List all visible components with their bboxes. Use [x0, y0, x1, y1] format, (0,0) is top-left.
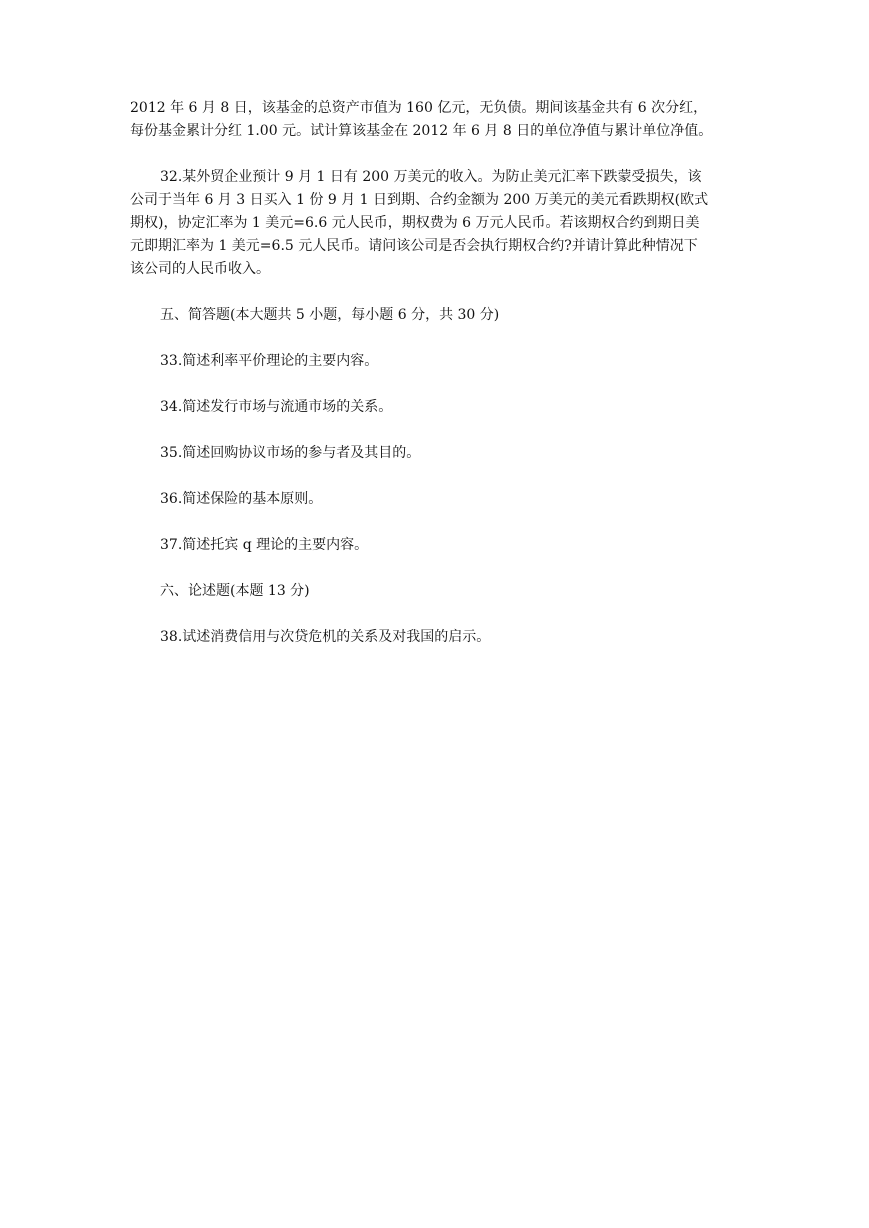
text-line: 该公司的人民币收入。: [130, 261, 270, 277]
text-line: 元即期汇率为 1 美元=6.5 元人民币。请问该公司是否会执行期权合约?并请计算此种情况下: [130, 238, 698, 254]
question-34: [130, 396, 740, 419]
question-36: [130, 488, 740, 511]
document-body: [130, 97, 740, 672]
text-line: 33.简述利率平价理论的主要内容。: [160, 353, 379, 369]
text-line: 34.简述发行市场与流通市场的关系。: [160, 399, 393, 415]
text-line: 公司于当年 6 月 3 日买入 1 份 9 月 1 日到期、合约金额为 200 万美元的美元看跌期权(欧式: [130, 192, 709, 208]
section-heading-short-answer: [130, 304, 740, 327]
question-35: [130, 442, 740, 465]
text-line: 32.某外贸企业预计 9 月 1 日有 200 万美元的收入。为防止美元汇率下跌蒙受损失，该: [160, 169, 702, 185]
text-line: 37.简述托宾 q 理论的主要内容。: [160, 537, 369, 553]
text-line: 六、论述题(本题 13 分): [160, 583, 310, 599]
text-line: 36.简述保险的基本原则。: [160, 491, 323, 507]
question-32: [130, 166, 740, 281]
question-33: [130, 350, 740, 373]
question-38: [130, 626, 740, 649]
question-37: [130, 534, 740, 557]
text-line: 五、简答题(本大题共 5 小题，每小题 6 分，共 30 分): [160, 307, 500, 323]
text-line: 38.试述消费信用与次贷危机的关系及对我国的启示。: [160, 629, 491, 645]
text-line: 35.简述回购协议市场的参与者及其目的。: [160, 445, 421, 461]
paragraph-fund-question-continued: [130, 97, 740, 143]
text-line: 2012 年 6 月 8 日，该基金的总资产市值为 160 亿元，无负债。期间该基金共有 6 次分红，: [130, 100, 708, 116]
section-heading-essay: [130, 580, 740, 603]
text-line: 期权)，协定汇率为 1 美元=6.6 元人民币，期权费为 6 万元人民币。若该期权合约到期日美: [130, 215, 700, 231]
text-line: 每份基金累计分红 1.00 元。试计算该基金在 2012 年 6 月 8 日的单位净值与累计单位净值。: [130, 123, 713, 139]
